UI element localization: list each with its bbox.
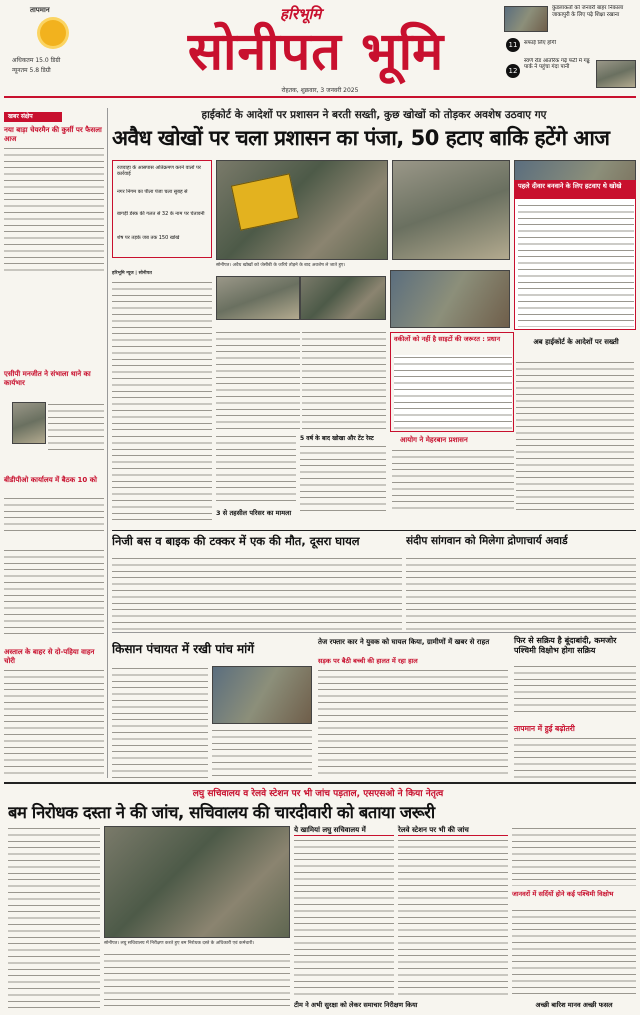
speed-headline[interactable]: तेज रफ्तार कार ने युवक को घायल किया, ग्रामीणों में खबर से राहत	[318, 638, 490, 646]
lead-photo-6	[390, 270, 510, 328]
lead-body-col4	[112, 434, 212, 524]
teaser-text: सफाई लिए होगी	[524, 40, 556, 46]
weather-box	[6, 6, 102, 84]
lead-byline: हरिभूमि न्यूज | सोनीपत	[112, 271, 152, 276]
left-column-rule	[107, 108, 108, 778]
right-bottom-footer: अच्छी बारिश मानव अच्छी फसल	[535, 1001, 613, 1009]
lead-photo-4	[216, 276, 300, 320]
section-rule	[112, 632, 636, 633]
lead-body-col2	[216, 330, 300, 430]
bottom-photo	[104, 826, 290, 938]
brief-body	[48, 402, 104, 452]
right-box-2	[514, 338, 636, 514]
right-box-body	[518, 203, 634, 327]
masthead	[0, 0, 640, 96]
temp-headline[interactable]: तापमान में हुई बढ़ोतरी	[514, 724, 575, 733]
teaser-number: 11	[506, 38, 520, 52]
teaser-3[interactable]	[504, 58, 636, 90]
brief-title[interactable]: एसीपी मनजीत ने संभाला थाने का कार्यभार	[4, 370, 91, 387]
jcb-icon	[231, 173, 299, 230]
kisan-body	[112, 666, 208, 778]
award-headline[interactable]: संदीप सांगवान को मिलेगा द्रोणाचार्य अवार्ड	[406, 535, 568, 547]
briefs-label: खबर संक्षेप	[4, 112, 62, 122]
lead-photo-caption: सोनीपत। अवैध खोखों को जेसीबी के जरिये तोड़ने के बाद अवशेष ले जाते हुए।	[216, 263, 346, 268]
brief-body	[4, 146, 104, 276]
dateline: रोहतक, शुक्रवार, 3 जनवरी 2025	[281, 87, 359, 94]
footer-banner: टीम ने अभी सुरक्षा को लेकर समाचार निरीक्षण किया	[294, 1001, 418, 1009]
fog-headline[interactable]: फिर से सक्रिय है बूंदाबांदी, कमजोर पश्चिमी विक्षोभ होगा सक्रिय	[514, 636, 617, 655]
lead-body-col5	[216, 434, 296, 504]
lawyers-title[interactable]: वकीलों को नहीं है साइटों की जरूरत : प्रधान	[394, 335, 501, 343]
teaser-column	[504, 4, 636, 90]
accident-headline[interactable]: निजी बस व बाइक की टक्कर में एक की मौत, दूसरा घायल	[112, 534, 360, 548]
lead-photo-2	[392, 160, 510, 260]
station-body	[398, 838, 508, 998]
station-box	[398, 826, 508, 998]
bullet-item: नगर निगम का पीला पंजा चला सुबह से	[117, 189, 188, 195]
weather-label: तापमान	[30, 6, 50, 14]
brief-title[interactable]: बीडीपीओ कार्यालय में बैठक 10 को	[4, 476, 97, 484]
lead-kicker: हाईकोर्ट के आदेशों पर प्रशासन ने बरती सख्ती, कुछ खोखों को तोड़कर अवशेष उठवाए गए	[201, 109, 547, 121]
lead-body-col1	[112, 280, 212, 430]
left-briefs-lower	[4, 548, 104, 798]
flaws-body	[294, 838, 394, 998]
kisan-photo	[212, 666, 312, 724]
masthead-title: सोनीपत भूमि	[187, 21, 445, 82]
right-box-title[interactable]: पहले दीवार बनवाने के लिए हटवाए थे खोखे	[515, 181, 635, 199]
right-brief-title[interactable]: आयोग ने मेहरबान प्रशासन	[400, 436, 468, 444]
bottom-headline[interactable]: बम निरोधक दस्ता ने की जांच, सचिवालय की चारदीवारी को बताया जरूरी	[8, 803, 435, 822]
weather-max: अधिकतम 15.0 डिग्री	[12, 57, 61, 64]
right-box-2-body	[516, 360, 634, 510]
brief-body	[4, 668, 104, 778]
brief-title[interactable]: अस्ताल के बाहर से दो-पहिया वाहन चोरी	[4, 648, 95, 665]
bottom-body-col1	[8, 826, 100, 1010]
teaser-photo	[596, 60, 636, 88]
bullet-item: शेष पर तड़के जब तक 150 खोखे	[117, 235, 180, 241]
lead-headline[interactable]: अवैध खोखों पर चला प्रशासन का पंजा, 50 हटाए बाकि हटेंगे आज	[112, 126, 610, 150]
right-bottom-body-1	[512, 826, 636, 886]
temp-body	[514, 736, 636, 778]
left-briefs	[4, 112, 104, 542]
bottom-body-col2	[104, 952, 290, 1010]
award-body	[406, 556, 636, 630]
lead-subhead-2: 3 से तहसील परिसर का मामला	[216, 509, 292, 517]
flaws-box	[294, 826, 394, 998]
fog-body	[514, 664, 636, 716]
right-bottom-title[interactable]: जानवरों में सर्दियों होने कई पश्चिमी विक्षोभ	[512, 890, 614, 898]
brief-title[interactable]: नया बाड़ा चेयरमैन की कुर्सी पर फैसला आज	[4, 126, 102, 143]
accident-body	[112, 556, 402, 630]
right-bottom-body-2	[512, 908, 636, 994]
kisan-body-2	[212, 728, 312, 778]
speed-body	[318, 668, 508, 778]
bullet-item: रजवाहा के आसपास अतिक्रमण करने वालों पर कार्रवाई	[117, 165, 201, 178]
bullet-item: बागड़ी डेस्क की गलत से 32 के नाम पर चेतावनी	[117, 211, 205, 217]
right-box-subtitle[interactable]: अब हाईकोर्ट के आदेशों पर सख्ती	[533, 338, 619, 346]
sun-icon	[40, 20, 66, 46]
teaser-photo	[504, 6, 548, 32]
lawyers-body	[394, 355, 512, 429]
section-rule	[112, 530, 636, 531]
lead-body-col3	[302, 330, 386, 430]
lead-photo-main	[216, 160, 388, 260]
right-box	[514, 180, 636, 330]
teaser-text: कुंडलाकर्तों को जनवरी बाहर निकाला जाकापुरी के लिए पढ़े शिक्षा रखाना	[552, 5, 624, 18]
teaser-2[interactable]	[504, 36, 636, 58]
lead-photo-5	[300, 276, 386, 320]
brief-body	[4, 548, 104, 636]
teaser-1[interactable]	[504, 4, 636, 34]
bottom-photo-caption: सोनीपत। लघु सचिवालय में निरीक्षण करते हुए बम निरोधक दस्ते के अधिकारी एवं कर्मचारी।	[104, 941, 255, 946]
lead-body-col6	[300, 444, 386, 514]
speed-subhead: सड़क पर बैठी बच्ची की हालत में रहा हाल	[318, 657, 418, 665]
flaws-title[interactable]: ये खामियां लघु सचिवालय में	[294, 826, 394, 836]
teaser-number: 12	[506, 64, 520, 78]
lawyers-box	[390, 332, 514, 432]
bottom-kicker: लघु सचिवालय व रेलवे स्टेशन पर भी जांच पड़ताल, एसएसओ ने किया नेतृत्व	[192, 789, 444, 799]
bottom-rule	[4, 782, 636, 784]
lead-subhead-1: 5 वर्ष के बाद खोखा और टेंट रेस्ट	[300, 435, 374, 442]
teaser-text: स्वर्ण रोड आंतरिक गढ़े फटी में गढ्ढ पार्क ने पहुंचा गंदा पानी	[524, 58, 590, 71]
lead-bullets	[112, 160, 212, 258]
officer-photo	[12, 402, 46, 444]
station-title[interactable]: रेलवे स्टेशन पर भी की जांच	[398, 826, 508, 836]
right-brief-body	[392, 448, 514, 512]
weather-min: न्यूनतम 5.8 डिग्री	[12, 67, 51, 74]
brief-body	[4, 496, 104, 536]
right-bottom-box	[512, 826, 636, 1012]
kisan-headline[interactable]: किसान पंचायत में रखी पांच मांगें	[112, 642, 255, 656]
brand-small: हरिभूमि	[280, 5, 322, 23]
masthead-rule	[4, 96, 636, 98]
